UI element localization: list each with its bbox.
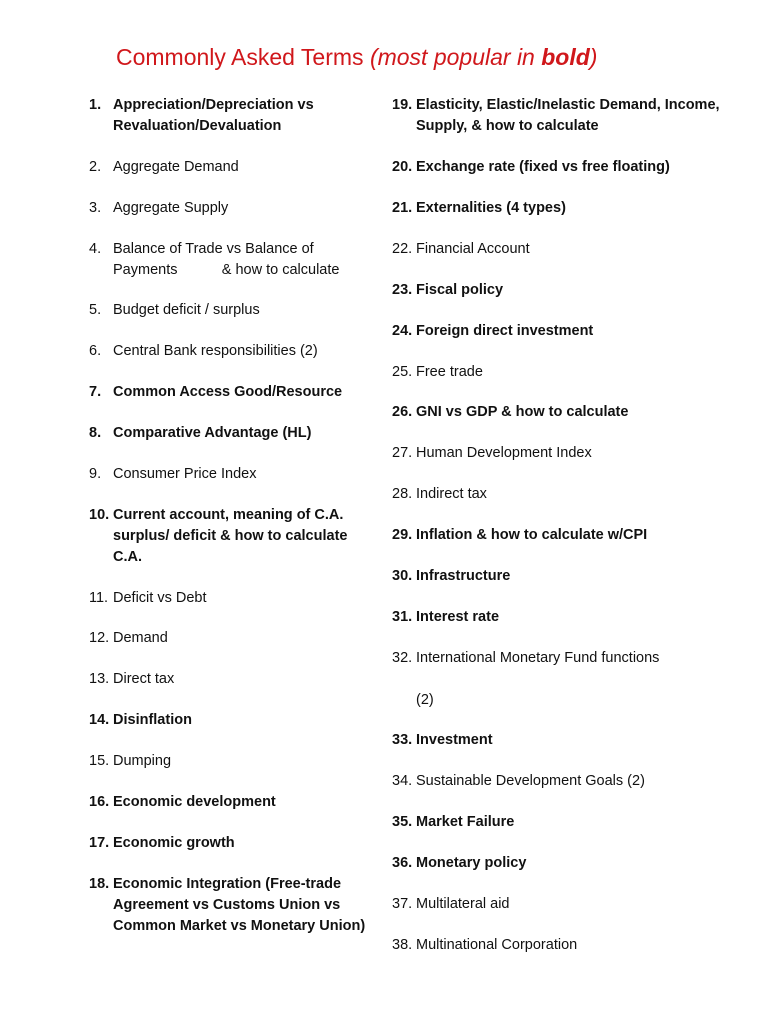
list-item — [392, 894, 722, 915]
list-item — [392, 935, 722, 956]
list-item — [392, 443, 722, 464]
item-term: Economic growth — [113, 835, 235, 851]
item-term: Comparative Advantage (HL) — [113, 425, 312, 441]
list-item — [392, 280, 722, 301]
list-item — [89, 874, 374, 937]
list-item — [89, 157, 374, 178]
list-item — [392, 730, 722, 751]
item-number: 7. — [89, 384, 102, 400]
item-term: Sustainable Development Goals (2) — [416, 773, 645, 789]
item-number: 25. — [392, 364, 413, 380]
item-number: 24. — [392, 323, 413, 339]
item-term: Interest rate — [416, 609, 500, 625]
item-term: Investment — [416, 732, 493, 748]
list-item — [392, 607, 722, 628]
list-item — [89, 382, 374, 403]
item-term: Direct tax — [113, 671, 175, 687]
item-term: GNI vs GDP & how to calculate — [416, 404, 629, 420]
page-title — [116, 44, 597, 71]
item-number: 29. — [392, 527, 413, 543]
item-number: 27. — [392, 445, 413, 461]
list-item — [89, 588, 374, 609]
list-item — [392, 321, 722, 342]
item-number: 4. — [89, 241, 102, 257]
item-number: 28. — [392, 486, 413, 502]
list-item — [89, 198, 374, 219]
item-number: 21. — [392, 200, 413, 216]
item-number: 38. — [392, 937, 413, 953]
item-term: Aggregate Demand — [113, 159, 239, 175]
item-term: Indirect tax — [416, 486, 487, 502]
list-item — [89, 669, 374, 690]
item-term: Dumping — [113, 753, 172, 769]
list-item — [392, 157, 722, 178]
list-item — [392, 525, 722, 546]
item-number: 26. — [392, 404, 413, 420]
item-number: 34. — [392, 773, 413, 789]
list-item — [89, 464, 374, 485]
title-prefix: Commonly Asked Terms — [116, 44, 370, 70]
item-number: 16. — [89, 794, 110, 810]
list-item — [392, 853, 722, 874]
item-number: 22. — [392, 241, 413, 257]
list-item — [392, 95, 722, 137]
item-term: Exchange rate (fixed vs free floating) — [416, 159, 670, 175]
list-item — [89, 341, 374, 362]
list-item — [89, 300, 374, 321]
item-term: Aggregate Supply — [113, 200, 229, 216]
list-item — [392, 239, 722, 260]
list-item — [392, 402, 722, 423]
item-term: Fiscal policy — [416, 282, 504, 298]
item-number: 9. — [89, 466, 102, 482]
item-number: 35. — [392, 814, 413, 830]
item-term: Market Failure — [416, 814, 515, 830]
item-term: Monetary policy — [416, 855, 527, 871]
item-term: Economic development — [113, 794, 276, 810]
item-number: 10. — [89, 507, 110, 523]
item-number: 32. — [392, 650, 413, 666]
list-item — [89, 239, 374, 281]
item-term: Free trade — [416, 364, 483, 380]
item-term: Multinational Corporation — [416, 937, 578, 953]
item-number: 36. — [392, 855, 413, 871]
item-number: 31. — [392, 609, 413, 625]
title-bold-word: bold — [541, 44, 590, 70]
item-term: Inflation & how to calculate w/CPI — [416, 527, 648, 543]
item-number: 18. — [89, 876, 110, 892]
item-term: Budget deficit / surplus — [113, 302, 260, 318]
item-number: 5. — [89, 302, 102, 318]
list-item — [89, 833, 374, 854]
item-term: Deficit vs Debt — [113, 590, 207, 606]
item-number: 37. — [392, 896, 413, 912]
item-number: 15. — [89, 753, 110, 769]
list-item — [89, 423, 374, 444]
list-item — [392, 566, 722, 587]
list-item — [89, 751, 374, 772]
item-term: Disinflation — [113, 712, 192, 728]
item-term: Current account, meaning of C.A. surplus/ deficit & how to calculate C.A. — [113, 507, 352, 565]
list-item — [89, 792, 374, 813]
list-item — [392, 648, 722, 711]
title-italic-open: (most popular in — [369, 44, 542, 70]
item-term: Infrastructure — [416, 568, 511, 584]
item-term: Foreign direct investment — [416, 323, 594, 339]
list-item — [392, 362, 722, 383]
item-number: 2. — [89, 159, 102, 175]
item-term: Consumer Price Index — [113, 466, 257, 482]
item-term: Externalities (4 types) — [416, 200, 566, 216]
item-term: Appreciation/Depreciation vs Revaluation/Devaluation — [113, 97, 318, 134]
item-term: Human Development Index — [416, 445, 592, 461]
item-number: 1. — [89, 97, 102, 113]
item-number: 23. — [392, 282, 413, 298]
list-item — [392, 812, 722, 833]
item-number: 33. — [392, 732, 413, 748]
list-item — [392, 484, 722, 505]
item-number: 20. — [392, 159, 413, 175]
item-term: Economic Integration (Free-trade Agreement vs Customs Union vs Common Market vs Monetary Union) — [113, 876, 366, 934]
item-number: 19. — [392, 97, 413, 113]
list-item — [89, 710, 374, 731]
item-term: International Monetary Fund functions (2) — [416, 650, 660, 708]
item-term: Multilateral aid — [416, 896, 510, 912]
item-term: Balance of Trade vs Balance of Payments & how to calculate — [113, 241, 340, 278]
item-number: 30. — [392, 568, 413, 584]
item-number: 12. — [89, 630, 110, 646]
item-number: 6. — [89, 343, 102, 359]
item-term: Financial Account — [416, 241, 530, 257]
title-italic-close: ) — [589, 44, 598, 70]
item-number: 17. — [89, 835, 110, 851]
item-number: 3. — [89, 200, 102, 216]
list-item — [392, 771, 722, 792]
item-term: Demand — [113, 630, 168, 646]
list-item — [89, 628, 374, 649]
item-number: 14. — [89, 712, 110, 728]
item-number: 11. — [89, 590, 109, 606]
item-term: Elasticity, Elastic/Inelastic Demand, Income, Supply, & how to calculate — [416, 97, 724, 134]
item-term: Central Bank responsibilities (2) — [113, 343, 318, 359]
item-number: 13. — [89, 671, 110, 687]
list-item — [89, 505, 374, 568]
list-item — [392, 198, 722, 219]
item-term: Common Access Good/Resource — [113, 384, 343, 400]
item-number: 8. — [89, 425, 102, 441]
list-item — [89, 95, 374, 137]
